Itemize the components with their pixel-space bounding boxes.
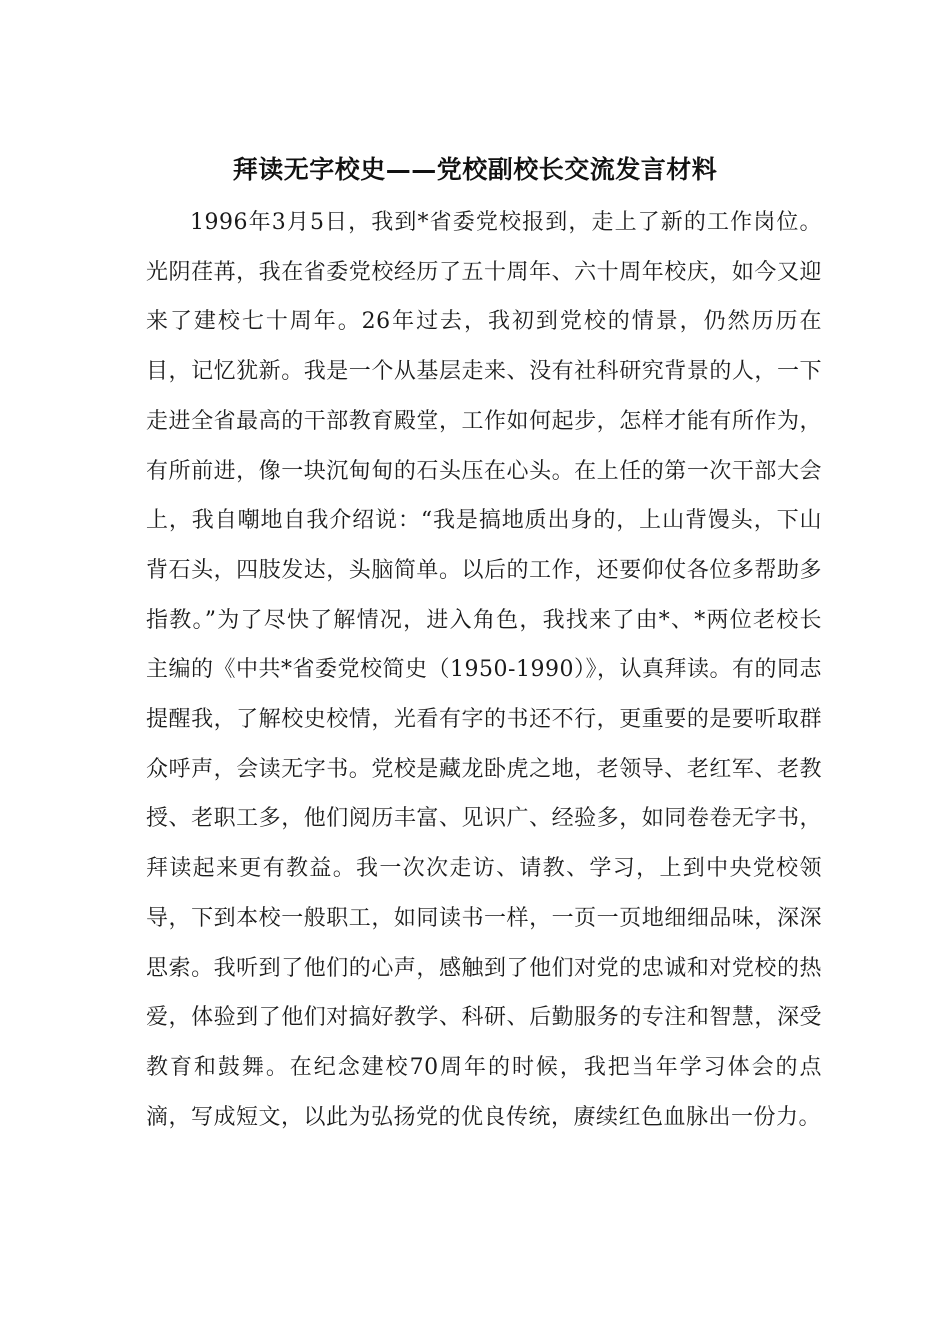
document-body	[146, 198, 822, 1142]
body-paragraph: 1996年3月5日，我到*省委党校报到，走上了新的工作岗位。光阴荏苒，我在省委党校经历了五十周年、六十周年校庆，如今又迎来了建校七十周年。26年过去，我初到党校的情景，仍然历历在目，记忆犹新。我是一个从基层走来、没有社科研究背景的人，一下走进全省最高的干部教育殿堂，工作如何起步，怎样才能有所作为，有所前进，像一块沉甸甸的石头压在心头。在上任的第一次干部大会上，我自嘲地自我介绍说：“我是搞地质出身的，上山背馒头，下山背石头，四肢发达，头脑简单。以后的工作，还要仰仗各位多帮助多指教。”为了尽快了解情况，进入角色，我找来了由*、*两位老校长主编的《中共*省委党校简史（1950-1990）》，认真拜读。有的同志提醒我，了解校史校情，光看有字的书还不行，更重要的是要听取群众呼声，会读无字书。党校是藏龙卧虎之地，老领导、老红军、老教授、老职工多，他们阅历丰富、见识广、经验多，如同卷卷无字书，拜读起来更有教益。我一次次走访、请教、学习，上到中央党校领导，下到本校一般职工，如同读书一样，一页一页地细细品味，深深思索。我听到了他们的心声，感触到了他们对党的忠诚和对党校的热爱，体验到了他们对搞好教学、科研、后勤服务的专注和智慧，深受教育和鼓舞。在纪念建校70周年的时候，我把当年学习体会的点滴，写成短文，以此为弘扬党的优良传统，赓续红色血脉出一份力。	[146, 210, 822, 1130]
document-title: 拜读无字校史——党校副校长交流发言材料	[232, 154, 718, 184]
